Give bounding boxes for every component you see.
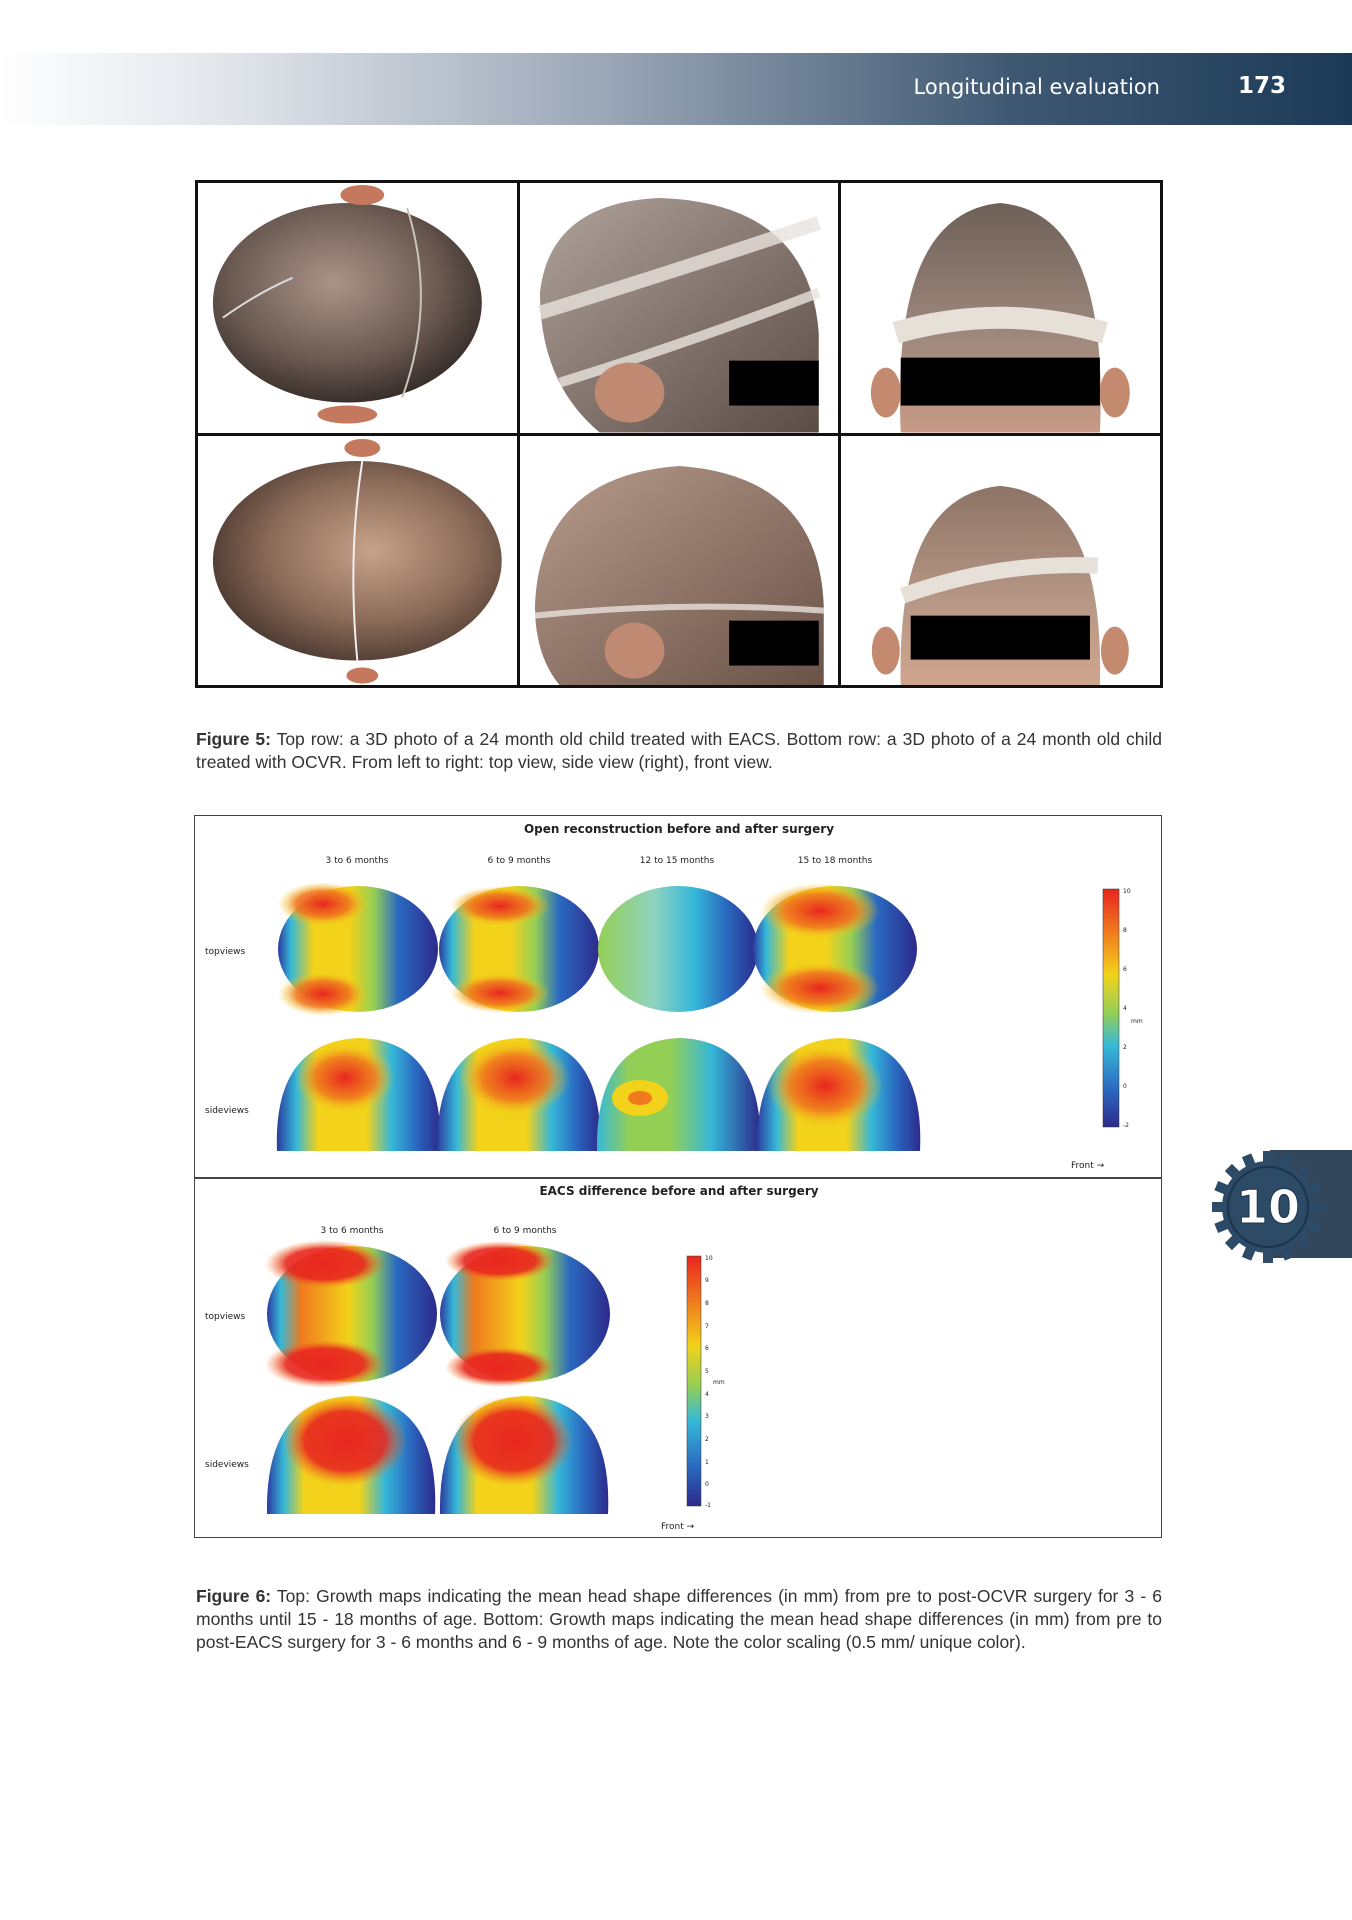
scale-tick: -1 (705, 1502, 711, 1509)
scale-tick: 4 (705, 1391, 709, 1398)
figure-6-eacs-panel (194, 1178, 1162, 1538)
scale-tick: 0 (1123, 1083, 1127, 1090)
figure-6-caption (196, 1585, 1162, 1654)
ocvr-row-label: topviews (205, 947, 246, 957)
ocvr-column-label: 6 to 9 months (487, 856, 551, 866)
scale-tick: 1 (705, 1459, 709, 1466)
eacs-topview-6-9-map (440, 1241, 610, 1387)
eacs-column-label: 3 to 6 months (320, 1226, 384, 1236)
page-number: 173 (1237, 73, 1286, 99)
eacs-sideview-3-6-map (267, 1396, 435, 1514)
scale-tick: 8 (705, 1300, 709, 1307)
running-title: Longitudinal evaluation (913, 75, 1160, 99)
ocvr-topview-3-6-map (278, 882, 438, 1016)
figure-5-caption (196, 728, 1162, 774)
eacs-sideview-6-9-map (440, 1396, 608, 1514)
photo-ocvr-top-view (198, 436, 517, 686)
ocvr-sideview-6-9-map (437, 1038, 600, 1151)
scale-unit: mm (1131, 1018, 1143, 1025)
eacs-column-label: 6 to 9 months (493, 1226, 557, 1236)
scale-tick: 7 (705, 1323, 709, 1330)
chapter-number: 10 (1235, 1180, 1301, 1234)
figure-5-photo-grid (195, 180, 1163, 688)
eacs-color-scale (687, 1256, 701, 1506)
scale-tick: 6 (1123, 966, 1127, 973)
eacs-row-label: sideviews (205, 1460, 249, 1470)
eacs-row-label: topviews (205, 1312, 246, 1322)
figure-6-caption-text: Top: Growth maps indicating the mean head shape differences (in mm) from pre to post-OCVR surgery for 3 - 6 months until 15 - 18 months of age. Bottom: Growth maps indicating the mean head shape differences (in mm) from pre to post-EACS surgery for 3 - 6 months and 6 - 9 months of age. Note the color scaling (0.5 mm/ unique color). (196, 1585, 1162, 1652)
scale-unit: mm (713, 1379, 725, 1386)
ocvr-row-label: sideviews (205, 1106, 249, 1116)
scale-tick: 2 (705, 1436, 709, 1443)
scale-tick: 6 (705, 1345, 709, 1352)
ocvr-topview-12-15-map (598, 886, 758, 1012)
scale-tick: -2 (1123, 1122, 1129, 1129)
scale-tick: 10 (705, 1255, 713, 1262)
ocvr-sideview-3-6-map (277, 1038, 440, 1151)
running-header (0, 53, 1352, 125)
ocvr-topview-6-9-map (439, 886, 599, 1013)
scale-tick: 10 (1123, 888, 1131, 895)
front-direction-label: Front → (1071, 1161, 1105, 1171)
scale-tick: 2 (1123, 1044, 1127, 1051)
eacs-topview-3-6-map (265, 1240, 437, 1388)
ocvr-column-label: 12 to 15 months (639, 856, 715, 866)
photo-eacs-side-view (520, 183, 839, 433)
scale-tick: 9 (705, 1277, 709, 1284)
ocvr-color-scale (1103, 889, 1119, 1127)
scale-tick: 8 (1123, 927, 1127, 934)
ocvr-topview-15-18-map (753, 883, 917, 1014)
scale-tick: 3 (705, 1413, 709, 1420)
ocvr-sideview-12-15-map (597, 1038, 760, 1151)
scale-tick: 0 (705, 1481, 709, 1488)
ocvr-column-label: 3 to 6 months (325, 856, 389, 866)
ocvr-panel-title: Open reconstruction before and after surgery (523, 822, 835, 836)
figure-5-caption-text: Top row: a 3D photo of a 24 month old child treated with EACS. Bottom row: a 3D photo of a 24 month old child treated with OCVR. From left to right: top view, side view (right), front view. (196, 728, 1162, 772)
ocvr-column-label: 15 to 18 months (797, 856, 873, 866)
photo-eacs-front-view (841, 183, 1160, 433)
ocvr-sideview-15-18-map (757, 1038, 920, 1151)
chapter-gear-badge (1208, 1147, 1328, 1267)
figure-5-label: Figure 5: (196, 728, 271, 749)
photo-ocvr-side-view (520, 436, 839, 686)
scale-tick: 4 (1123, 1005, 1127, 1012)
figure-6-ocvr-panel (194, 815, 1162, 1178)
scale-tick: 5 (705, 1368, 709, 1375)
figure-6-label: Figure 6: (196, 1585, 272, 1606)
eacs-panel-title: EACS difference before and after surgery (539, 1184, 819, 1198)
photo-eacs-top-view (198, 183, 517, 433)
front-direction-label: Front → (661, 1522, 695, 1532)
photo-ocvr-front-view (841, 436, 1160, 686)
